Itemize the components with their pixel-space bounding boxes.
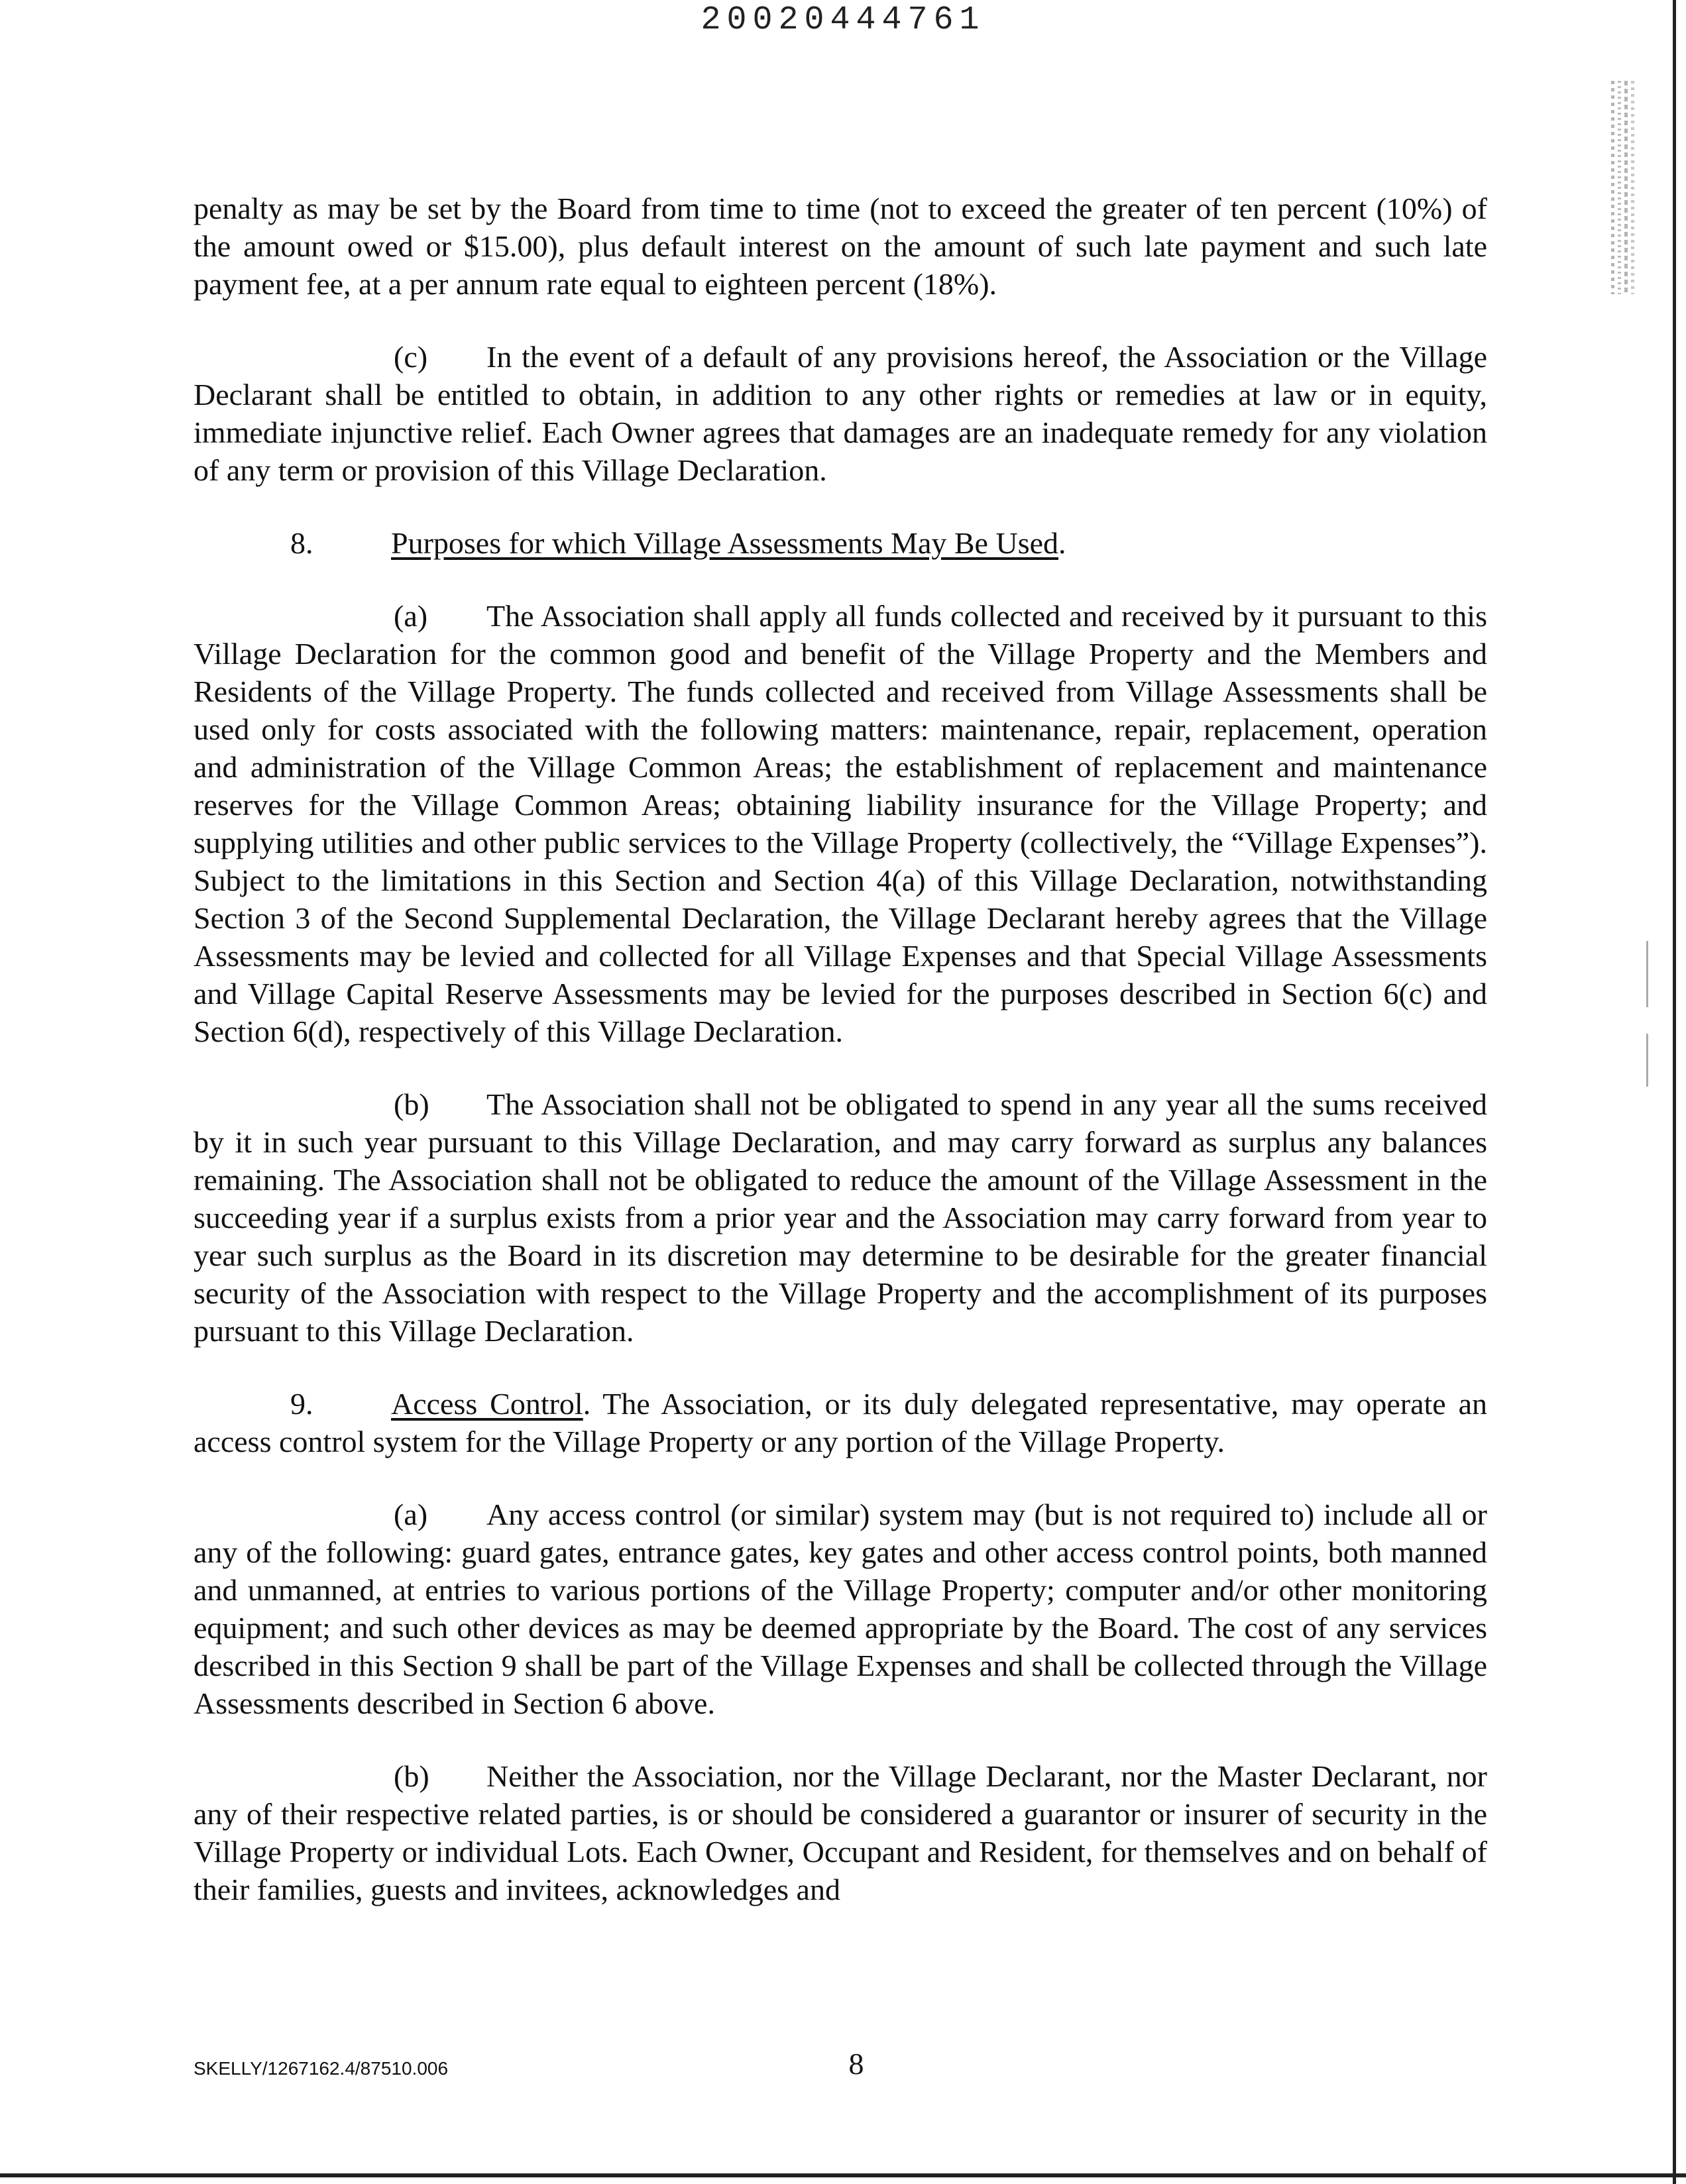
page-number: 8 (848, 2047, 864, 2081)
paragraph-7c: (c) In the event of a default of any provisions hereof, the Association or the Village Declarant shall be entitled to obtain, in addition to any other rights or remedies at law or in equity, immediate injunctive relief. Each Owner agrees that damages are an inadequate remedy for any violation of any term or provision of this Village Declaration. (194, 338, 1487, 489)
item-mark: (c) (394, 340, 428, 374)
scan-bottom-line (0, 2173, 1686, 2177)
paragraph-9a: (a) Any access control (or similar) system may (but is not required to) include all or any of the following: guard gates, entrance gates, key gates and other access control points, both manned and unmanned, at entries to various portions of the Village Property; computer and/or other monitoring equipment; and such other devices as may be deemed appropriate by the Board. The cost of any services described in this Section 9 shall be part of the Village Expenses and shall be collected through the Village Assessments described in Section 6 above. (194, 1496, 1487, 1722)
item-mark: (b) (394, 1759, 429, 1793)
footer-document-id: SKELLY/1267162.4/87510.006 (194, 2058, 449, 2079)
scan-mark (1646, 941, 1648, 1007)
document-number: 20020444761 (701, 1, 985, 39)
item-mark: (a) (394, 1498, 428, 1531)
section-title: Access Control (391, 1387, 583, 1421)
scan-edge-line (1673, 0, 1676, 2184)
paragraph-9b: (b) Neither the Association, nor the Village Declarant, nor the Master Declarant, nor any of their respective related parties, is or should be considered a guarantor or insurer of security in the Village Property or individual Lots. Each Owner, Occupant and Resident, for themselves and on behalf of their families, guests and invitees, acknowledges and (194, 1757, 1487, 1908)
item-mark: (a) (394, 599, 428, 633)
paragraph-penalty: penalty as may be set by the Board from time to time (not to exceed the greater of ten percent (10%) of the amount owed or $15.00), plus default interest on the amount of such late payment and such late payment fee, at a per annum rate equal to eighteen percent (18%). (194, 191, 1487, 301)
document-body (194, 190, 1487, 1943)
margin-stamp (1608, 81, 1637, 294)
section-8-heading: 8. Purposes for which Village Assessments May Be Used. (194, 524, 1487, 562)
section-9-paragraph: 9. Access Control. The Association, or its duly delegated representative, may operate an access control system for the Village Property or any portion of the Village Property. (194, 1385, 1487, 1460)
section-number: 9. (290, 1387, 313, 1421)
paragraph-8b: (b) The Association shall not be obligated to spend in any year all the sums received by it in such year pursuant to this Village Declaration, and may carry forward as surplus any balances remaining. The Association shall not be obligated to reduce the amount of the Village Assessment in the succeeding year if a surplus exists from a prior year and the Association may carry forward from year to year such surplus as the Board in its discretion may determine to be desirable for the greater financial security of the Association with respect to the Village Property and the accomplishment of its purposes pursuant to this Village Declaration. (194, 1085, 1487, 1350)
section-number: 8. (290, 526, 313, 560)
item-mark: (b) (394, 1087, 429, 1121)
paragraph-8a: (a) The Association shall apply all funds collected and received by it pursuant to this Village Declaration for the common good and benefit of the Village Property and the Members and Residents of the Village Property. The funds collected and received from Village Assessments shall be used only for costs associated with the following matters: maintenance, repair, replacement, operation and administration of the Village Common Areas; the establishment of replacement and maintenance reserves for the Village Common Areas; obtaining liability insurance for the Village Property; and supplying utilities and other public services to the Village Property (collectively, the “Village Expenses”). Subject to the limitations in this Section and Section 4(a) of this Village Declaration, notwithstanding Section 3 of the Second Supplemental Declaration, the Village Declarant hereby agrees that the Village Assessments may be levied and collected for all Village Expenses and that Special Village Assessments and Village Capital Reserve Assessments may be levied for the purposes described in Section 6(c) and Section 6(d), respectively of this Village Declaration. (194, 597, 1487, 1050)
section-title: Purposes for which Village Assessments May Be Used (391, 526, 1059, 560)
scan-mark (1646, 1034, 1648, 1087)
